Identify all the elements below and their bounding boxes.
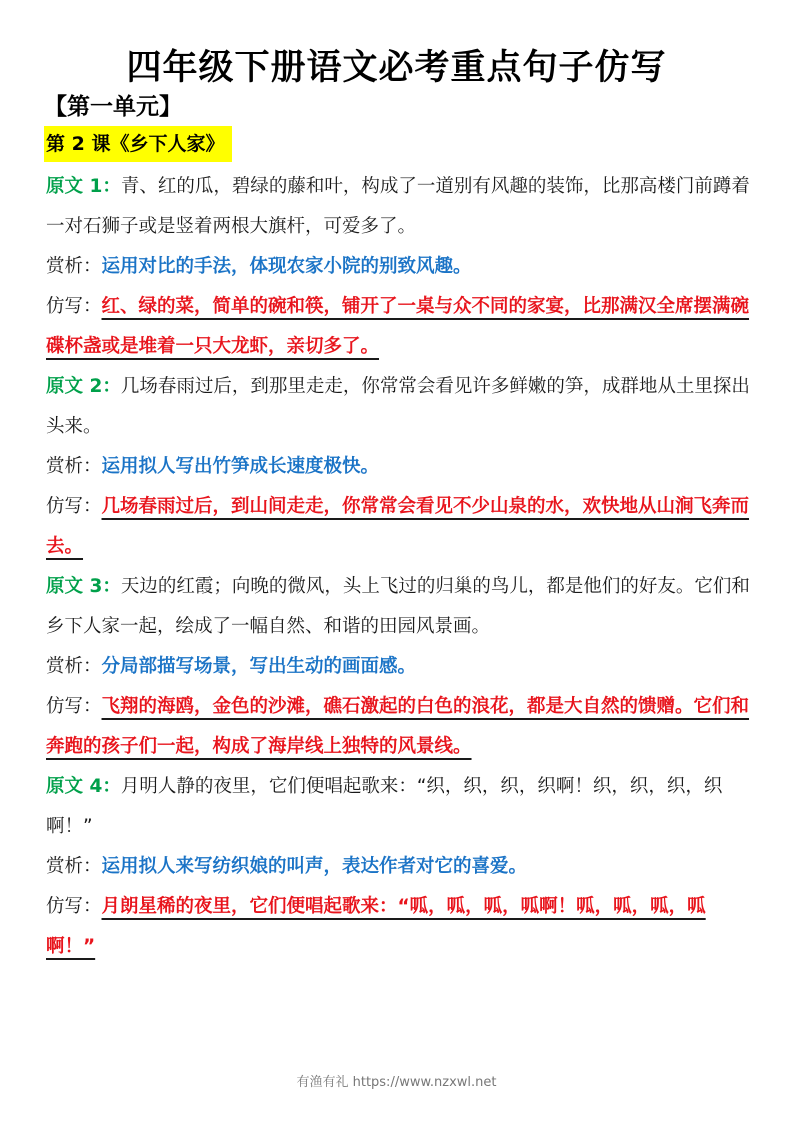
imitation-text: 月朗星稀的夜里，它们便唱起歌来：“呱，呱，呱，呱啊！呱，呱，呱，呱啊！”	[46, 896, 706, 957]
imitation-label: 仿写：	[46, 696, 102, 717]
imitation-text: 红、绿的菜，简单的碗和筷，铺开了一桌与众不同的家宴，比那满汉全席摆满碗碟杯盏或是堆着一只大龙虾，亲切多了。	[46, 296, 750, 357]
analysis-label: 赏析：	[46, 456, 102, 477]
imitation-label: 仿写：	[46, 296, 102, 317]
analysis-paragraph	[46, 447, 754, 487]
analysis-paragraph	[46, 247, 754, 287]
analysis-paragraph	[46, 847, 754, 887]
imitation-text: 几场春雨过后，到山间走走，你常常会看见不少山泉的水，欢快地从山涧飞奔而去。	[46, 496, 750, 557]
content	[46, 167, 754, 967]
original-text: 青、红的瓜，碧绿的藤和叶，构成了一道别有风趣的装饰，比那高楼门前蹲着一对石狮子或是竖着两根大旗杆，可爱多了。	[46, 176, 750, 237]
imitation-label: 仿写：	[46, 496, 102, 517]
imitation-paragraph	[46, 487, 754, 567]
original-label: 原文 1：	[46, 176, 121, 197]
imitation-paragraph	[46, 687, 754, 767]
imitation-label: 仿写：	[46, 896, 102, 917]
page-title: 四年级下册语文必考重点句子仿写	[126, 48, 667, 88]
analysis-text: 运用对比的手法，体现农家小院的别致风趣。	[101, 256, 472, 277]
imitation-text: 飞翔的海鸥，金色的沙滩，礁石激起的白色的浪花，都是大自然的馈赠。它们和奔跑的孩子们一起，构成了海岸线上独特的风景线。	[46, 696, 750, 757]
analysis-label: 赏析：	[46, 656, 102, 677]
analysis-label: 赏析：	[46, 256, 102, 277]
analysis-paragraph	[46, 647, 754, 687]
analysis-text: 运用拟人来写纺织娘的叫声，表达作者对它的喜爱。	[101, 856, 528, 877]
original-text: 天边的红霞；向晚的微风，头上飞过的归巢的鸟儿，都是他们的好友。它们和乡下人家一起，绘成了一幅自然、和谐的田园风景画。	[46, 576, 750, 637]
lesson-heading: 第 2 课《乡下人家》	[44, 126, 232, 162]
analysis-text: 运用拟人写出竹笋成长速度极快。	[101, 456, 380, 477]
imitation-paragraph	[46, 887, 754, 967]
original-label: 原文 2：	[46, 376, 121, 397]
imitation-paragraph	[46, 287, 754, 367]
analysis-text: 分局部描写场景，写出生动的画面感。	[101, 656, 417, 677]
original-paragraph	[46, 167, 754, 247]
analysis-label: 赏析：	[46, 856, 102, 877]
original-paragraph	[46, 767, 754, 847]
original-text: 月明人静的夜里，它们便唱起歌来：“织，织，织，织啊！织，织，织，织啊！”	[46, 776, 723, 837]
unit-heading: 【第一单元】	[44, 94, 182, 120]
original-paragraph	[46, 567, 754, 647]
original-paragraph	[46, 367, 754, 447]
original-label: 原文 3：	[46, 576, 121, 597]
footer-watermark: 有渔有礼 https://www.nzxwl.net	[296, 1075, 497, 1090]
original-text: 几场春雨过后，到那里走走，你常常会看见许多鲜嫩的笋，成群地从土里探出头来。	[46, 376, 750, 437]
original-label: 原文 4：	[46, 776, 121, 797]
